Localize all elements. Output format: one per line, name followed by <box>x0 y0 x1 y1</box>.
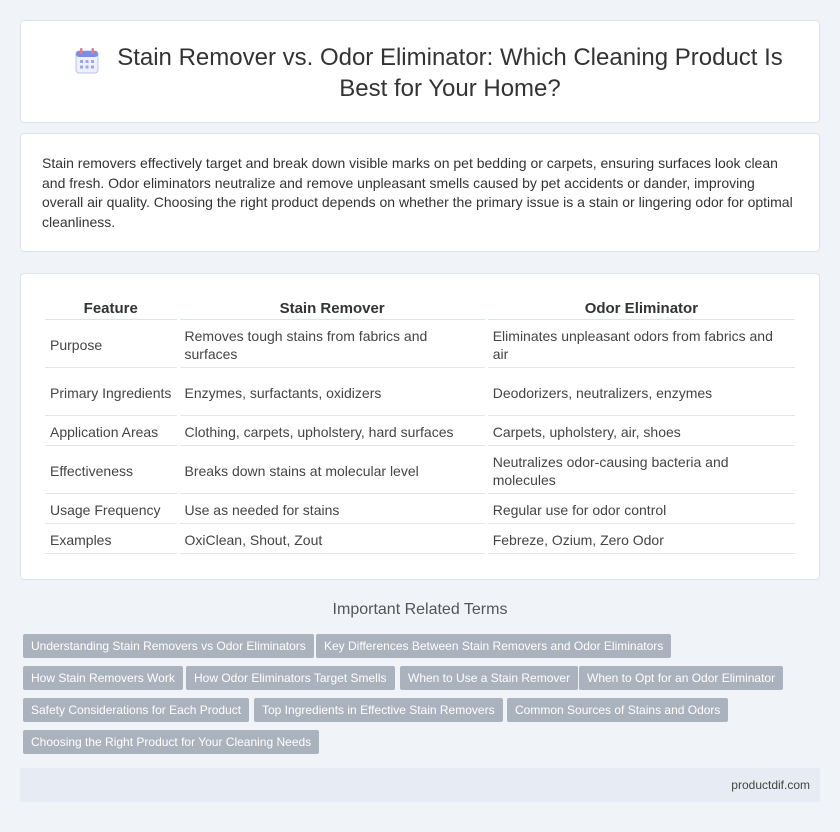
table-cell-feature: Effectiveness <box>45 448 177 494</box>
table-header-row <box>45 298 795 320</box>
table-cell-feature: Primary Ingredients <box>45 370 177 416</box>
table-header: Odor Eliminator <box>488 298 795 320</box>
related-tag[interactable]: How Odor Eliminators Target Smells <box>186 666 395 690</box>
table-cell-feature: Application Areas <box>45 418 177 446</box>
comparison-card <box>20 273 820 580</box>
table-cell-feature: Purpose <box>45 322 177 368</box>
table-cell-feature: Examples <box>45 526 177 554</box>
table-cell: Regular use for odor control <box>488 496 795 524</box>
table-row <box>45 370 795 416</box>
intro-card <box>20 133 820 252</box>
footer <box>20 768 820 802</box>
table-row <box>45 448 795 494</box>
related-tag[interactable]: When to Opt for an Odor Eliminator <box>579 666 783 690</box>
table-cell: Febreze, Ozium, Zero Odor <box>488 526 795 554</box>
table-cell: Carpets, upholstery, air, shoes <box>488 418 795 446</box>
footer-site-link[interactable]: productdif.com <box>731 778 810 792</box>
table-cell: Clothing, carpets, upholstery, hard surfaces <box>180 418 485 446</box>
table-row <box>45 526 795 554</box>
table-row <box>45 322 795 368</box>
table-cell-feature: Usage Frequency <box>45 496 177 524</box>
table-row <box>45 496 795 524</box>
table-cell: Removes tough stains from fabrics and surfaces <box>180 322 485 368</box>
comparison-table <box>42 296 798 556</box>
table-cell: Deodorizers, neutralizers, enzymes <box>488 370 795 416</box>
page-title: Stain Remover vs. Odor Eliminator: Which Cleaning Product Is Best for Your Home? <box>117 44 783 102</box>
related-tag[interactable]: Safety Considerations for Each Product <box>23 698 249 722</box>
table-cell: Neutralizes odor-causing bacteria and molecules <box>488 448 795 494</box>
table-header: Feature <box>45 298 177 320</box>
table-cell: Breaks down stains at molecular level <box>180 448 485 494</box>
calendar-icon <box>75 48 99 74</box>
related-tag[interactable]: Top Ingredients in Effective Stain Removers <box>254 698 503 722</box>
table-cell: OxiClean, Shout, Zout <box>180 526 485 554</box>
related-tag[interactable]: Choosing the Right Product for Your Cleaning Needs <box>23 730 319 754</box>
related-terms-title: Important Related Terms <box>332 601 508 618</box>
table-header: Stain Remover <box>180 298 485 320</box>
intro-paragraph: Stain removers effectively target and break down visible marks on pet bedding or carpets, ensuring surfaces look clean and fresh. Odor eliminators neutralize and remove unpleasant smells caused by pet accidents or dander, improving overall air quality. Choosing the right product depends on whether the primary issue is a stain or lingering odor for optimal cleanliness. <box>42 155 793 230</box>
related-tag[interactable]: Common Sources of Stains and Odors <box>507 698 728 722</box>
related-tag[interactable]: Understanding Stain Removers vs Odor Eliminators <box>23 634 314 658</box>
table-cell: Enzymes, surfactants, oxidizers <box>180 370 485 416</box>
table-cell: Use as needed for stains <box>180 496 485 524</box>
table-cell: Eliminates unpleasant odors from fabrics and air <box>488 322 795 368</box>
related-tag[interactable]: Key Differences Between Stain Removers and Odor Eliminators <box>316 634 671 658</box>
title-card <box>20 20 820 123</box>
related-tag[interactable]: How Stain Removers Work <box>23 666 183 690</box>
table-row <box>45 418 795 446</box>
related-tag[interactable]: When to Use a Stain Remover <box>400 666 578 690</box>
